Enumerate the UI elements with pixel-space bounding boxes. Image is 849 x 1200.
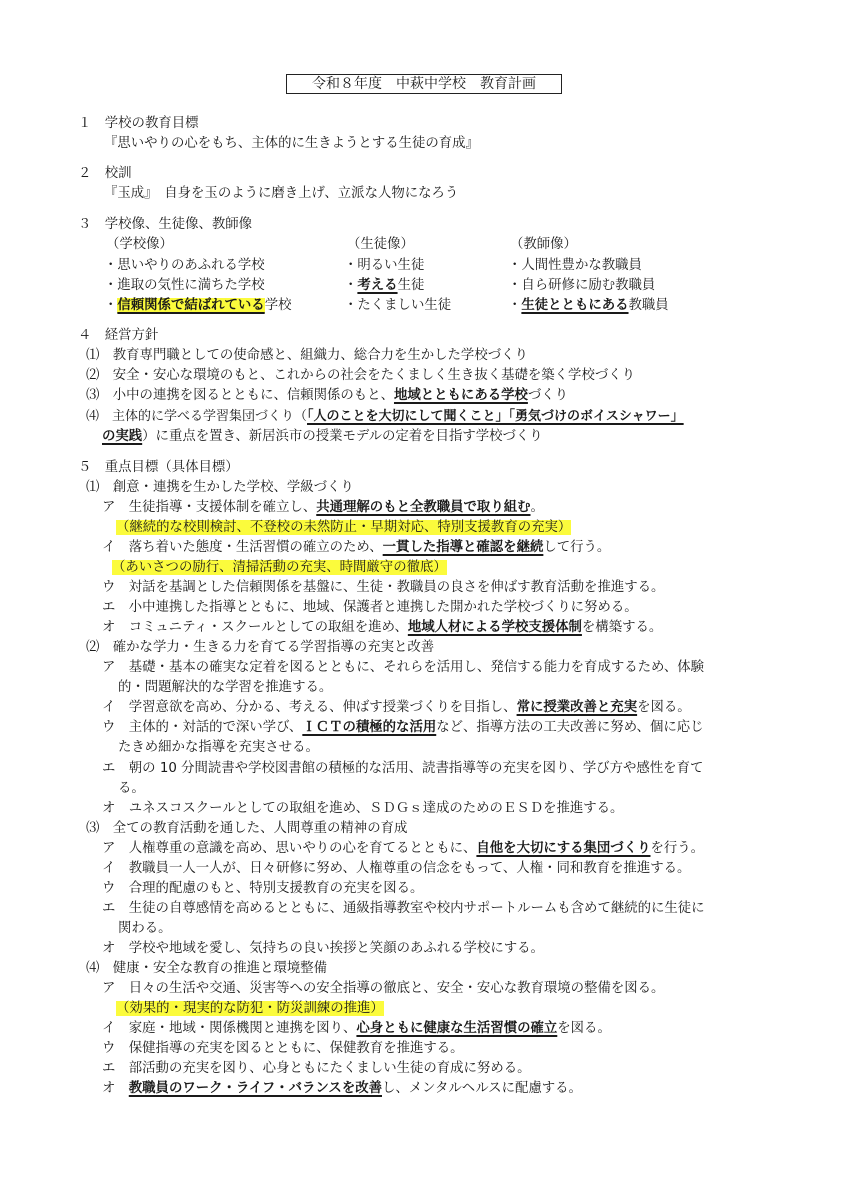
section-1-heading: １ 学校の教育目標: [78, 116, 199, 131]
goal-item: ウ 合理的配慮のもと、特別支援教育の充実を図る。: [102, 881, 424, 896]
highlighted-note: （継続的な校則検討、不登校の未然防止・早期対応、特別支援教育の充実）: [116, 520, 572, 535]
goal-item: ウ 主体的・対話的で深い学び、ＩＣＴの積極的な活用など、指導方法の工夫改善に努め、個に応じ: [102, 720, 704, 735]
student-image-item: ・たくましい生徒: [344, 298, 452, 313]
goal-item: オ 学校や地域を愛し、気持ちの良い挨拶と笑顔のあふれる学校にする。: [102, 941, 544, 956]
policy-item: ⑴ 教育専門職としての使命感と、組織力、総合力を生かした学校づくり: [86, 348, 528, 363]
section-3-heading: ３ 学校像、生徒像、教師像: [78, 217, 253, 232]
goal-item: エ 小中連携した指導とともに、地域、保護者と連携した開かれた学校づくりに努める。: [102, 600, 638, 615]
teacher-image-item: ・自ら研修に励む教職員: [508, 278, 656, 293]
emphasized-phrase: 考える: [357, 278, 398, 293]
student-image-heading: （生徒像）: [347, 237, 414, 252]
goal-item: エ 朝の 10 分間読書や学校図書館の積極的な活用、読書指導等の充実を図り、学び方や感性を育て: [102, 761, 704, 776]
goal-item: エ 生徒の自尊感情を高めるとともに、通級指導教室や校内サポートルームも含めて継続的に生徒に: [102, 901, 705, 916]
school-image-item: ・信頼関係で結ばれている学校: [104, 298, 292, 313]
emphasized-phrase: の実践: [102, 429, 143, 444]
goal-group-heading: ⑴ 創意・連携を生かした学校、学級づくり: [86, 480, 354, 495]
policy-item: ⑷ 主体的に学べる学習集団づくり（「人のことを大切にして聞くこと」「勇気づけのボイスシャワー」: [86, 409, 684, 424]
school-image-item: ・進取の気性に満ちた学校: [104, 278, 265, 293]
goal-item-continued: 的・問題解決的な学習を推進する。: [118, 680, 333, 695]
goal-item: ア 日々の生活や交通、災害等への安全指導の徹底と、安全・安心な教育環境の整備を図る。: [102, 981, 665, 996]
goal-item: ウ 保健指導の充実を図るとともに、保健教育を推進する。: [102, 1041, 464, 1056]
highlighted-note: （あいさつの励行、清掃活動の充実、時間厳守の徹底）: [112, 560, 447, 575]
emphasized-phrase: 一貫した指導と確認を継続: [382, 540, 544, 555]
goal-item: ア 生徒指導・支援体制を確立し、共通理解のもと全教職員で取り組む。: [102, 500, 544, 515]
teacher-image-heading: （教師像）: [510, 237, 577, 252]
section-2-heading: ２ 校訓: [78, 166, 132, 181]
emphasized-phrase: ＩＣＴの積極的な活用: [302, 720, 437, 735]
emphasized-phrase: 教職員のワーク・ライフ・バランスを改善: [128, 1081, 382, 1096]
goal-item-continued: たきめ細かな指導を充実させる。: [118, 740, 319, 755]
school-motto: 『玉成』 自身を玉のように磨き上げ、立派な人物になろう: [104, 186, 459, 201]
highlighted-note: （効果的・現実的な防犯・防災訓練の推進）: [116, 1001, 384, 1016]
document-title: 令和８年度 中萩中学校 教育計画: [286, 74, 562, 94]
goal-item: オ ユネスコスクールとしての取組を進め、ＳＤＧｓ達成のためのＥＳＤを推進する。: [102, 801, 624, 816]
goal-group-heading: ⑵ 確かな学力・生きる力を育てる学習指導の充実と改善: [86, 640, 435, 655]
education-goal: 『思いやりの心をもち、主体的に生きようとする生徒の育成』: [104, 136, 479, 151]
goal-item-continued: 関わる。: [118, 921, 172, 936]
goal-note: [116, 518, 571, 538]
policy-item: ⑶ 小中の連携を図るとともに、信頼関係のもと、地域とともにある学校づくり: [86, 388, 569, 403]
goal-item: イ 学習意欲を高め、分かる、考える、伸ばす授業づくりを目指し、常に授業改善と充実を図る。: [102, 700, 691, 715]
policy-item-continued: の実践）に重点を置き、新居浜市の授業モデルの定着を目指す学校づくり: [102, 429, 543, 444]
goal-item: イ 家庭・地域・関係機関と連携を図り、心身ともに健康な生活習慣の確立を図る。: [102, 1021, 611, 1036]
goal-item: イ 落ち着いた態度・生活習慣の確立のため、一貫した指導と確認を継続して行う。: [102, 540, 611, 555]
teacher-image-item: ・生徒とともにある教職員: [508, 298, 669, 313]
student-image-item: ・明るい生徒: [344, 258, 425, 273]
section-4-heading: ４ 経営方針: [78, 328, 159, 343]
goal-item: ウ 対話を基調とした信頼関係を基盤に、生徒・教職員の良さを伸ばす教育活動を推進する。: [102, 580, 665, 595]
student-image-item: ・考える生徒: [344, 278, 425, 293]
emphasized-phrase: 地域人材による学校支援体制: [407, 620, 582, 635]
emphasized-phrase: 共通理解のもと全教職員で取り組む: [316, 500, 531, 515]
teacher-image-item: ・人間性豊かな教職員: [508, 258, 642, 273]
school-image-item: ・思いやりのあふれる学校: [104, 258, 265, 273]
goal-group-heading: ⑶ 全ての教育活動を通した、人間尊重の精神の育成: [86, 821, 408, 836]
emphasized-phrase: 「人のことを大切にして聞くこと」「勇気づけのボイスシャワー」: [307, 409, 684, 424]
emphasized-phrase: 心身ともに健康な生活習慣の確立: [356, 1021, 558, 1036]
school-image-heading: （学校像）: [106, 237, 173, 252]
emphasized-phrase: 自他を大切にする集団づくり: [476, 841, 651, 856]
goal-item: ア 基礎・基本の確実な定着を図るとともに、それらを活用し、発信する能力を育成するため、体験: [102, 660, 705, 675]
emphasized-phrase: 生徒とともにある: [521, 298, 629, 313]
goal-item: オ 教職員のワーク・ライフ・バランスを改善し、メンタルヘルスに配慮する。: [102, 1081, 582, 1096]
section-5-heading: ５ 重点目標（具体目標）: [78, 460, 239, 475]
emphasized-phrase: 地域とともにある学校: [393, 388, 528, 403]
emphasized-phrase: 常に授業改善と充実: [516, 700, 638, 715]
goal-note: [116, 999, 384, 1019]
goal-note: [112, 558, 447, 578]
goal-item: オ コミュニティ・スクールとしての取組を進め、地域人材による学校支援体制を構築する。: [102, 620, 663, 635]
goal-item: イ 教職員一人一人が、日々研修に努め、人権尊重の信念をもって、人権・同和教育を推進する。: [102, 861, 691, 876]
policy-item: ⑵ 安全・安心な環境のもと、これからの社会をたくましく生き抜く基礎を築く学校づくり: [86, 368, 636, 383]
goal-group-heading: ⑷ 健康・安全な教育の推進と環境整備: [86, 961, 328, 976]
highlighted-phrase: 信頼関係で結ばれている: [117, 298, 265, 313]
goal-item: ア 人権尊重の意識を高め、思いやりの心を育てるとともに、自他を大切にする集団づくりを行う。: [102, 841, 705, 856]
goal-item-continued: る。: [118, 781, 145, 796]
goal-item: エ 部活動の充実を図り、心身ともにたくましい生徒の育成に努める。: [102, 1061, 531, 1076]
